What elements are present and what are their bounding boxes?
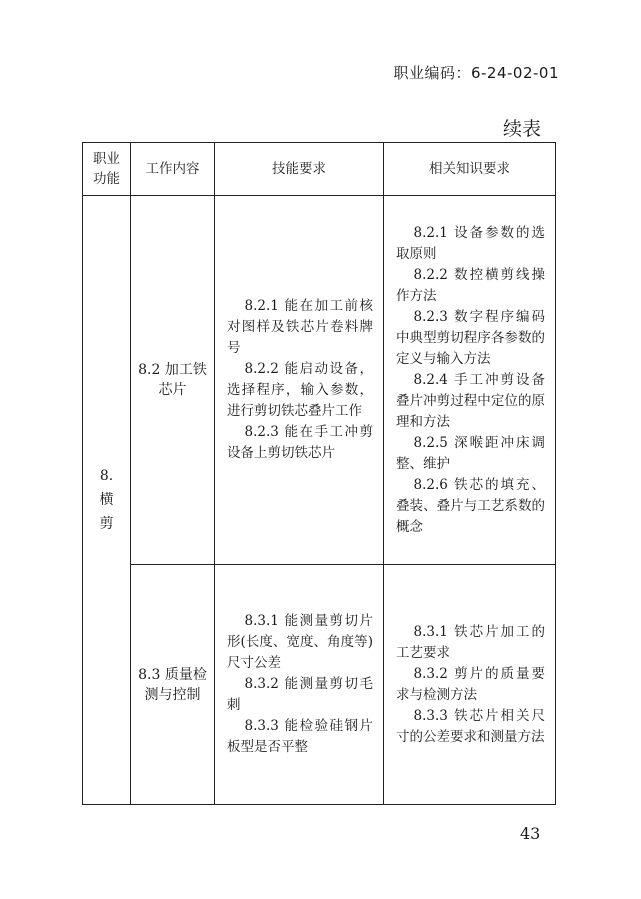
knowledge-item: 8.2.4 手工冲剪设备叠片冲剪过程中定位的原理和方法	[396, 371, 545, 430]
header-skill-requirements: 技能要求	[215, 143, 384, 196]
header-work-content: 工作内容	[131, 143, 215, 196]
skills-cell	[215, 565, 384, 805]
page-number: 43	[520, 824, 541, 843]
skill-item: 8.3.1 能测量剪切片形(长度、宽度、角度等) 尺寸公差	[227, 613, 373, 671]
work-content-cell: 8.2 加工铁芯片	[131, 196, 215, 565]
knowledge-item: 8.2.1 设备参数的选取原则	[396, 224, 545, 262]
function-name-char: 横	[99, 492, 114, 508]
knowledge-item: 8.2.5 深喉距冲床调整、维护	[396, 434, 545, 472]
function-name-char: 剪	[99, 516, 114, 532]
knowledge-item: 8.2.6 铁芯的填充、叠装、叠片与工艺系数的概念	[396, 476, 545, 535]
knowledge-item: 8.3.1 铁芯片加工的工艺要求	[396, 623, 545, 661]
knowledge-item: 8.3.2 剪片的质量要求与检测方法	[396, 665, 545, 703]
knowledge-item: 8.2.2 数控横剪线操作方法	[396, 266, 545, 304]
function-cell	[83, 196, 131, 805]
skill-item: 8.2.1 能在加工前核对图样及铁芯片卷料牌号	[227, 298, 373, 356]
knowledge-item: 8.2.3 数字程序编码中典型剪切程序各参数的定义与输入方法	[396, 308, 545, 367]
header-function: 职业功能	[83, 143, 131, 196]
skill-item: 8.2.3 能在手工冲剪设备上剪切铁芯片	[227, 424, 373, 461]
knowledge-item: 8.3.3 铁芯片相关尺寸的公差要求和测量方法	[396, 707, 545, 745]
knowledge-cell	[384, 196, 556, 565]
header-knowledge-requirements: 相关知识要求	[384, 143, 556, 196]
skill-item: 8.3.2 能测量剪切毛刺	[227, 676, 373, 713]
skill-item: 8.2.2 能启动设备，选择程序，输入参数，进行剪切铁芯叠片工作	[227, 361, 373, 419]
function-number: 8.	[99, 468, 114, 484]
table-row	[83, 196, 556, 565]
knowledge-cell	[384, 565, 556, 805]
skill-item: 8.3.3 能检验硅钢片板型是否平整	[227, 718, 373, 755]
continuation-label: 续表	[502, 118, 541, 140]
skills-cell	[215, 196, 384, 565]
occupation-code: 职业编码：6-24-02-01	[393, 64, 559, 82]
table-row	[83, 565, 556, 805]
work-content-cell: 8.3 质量检测与控制	[131, 565, 215, 805]
table-header-row	[83, 143, 556, 196]
skills-table	[82, 142, 556, 805]
